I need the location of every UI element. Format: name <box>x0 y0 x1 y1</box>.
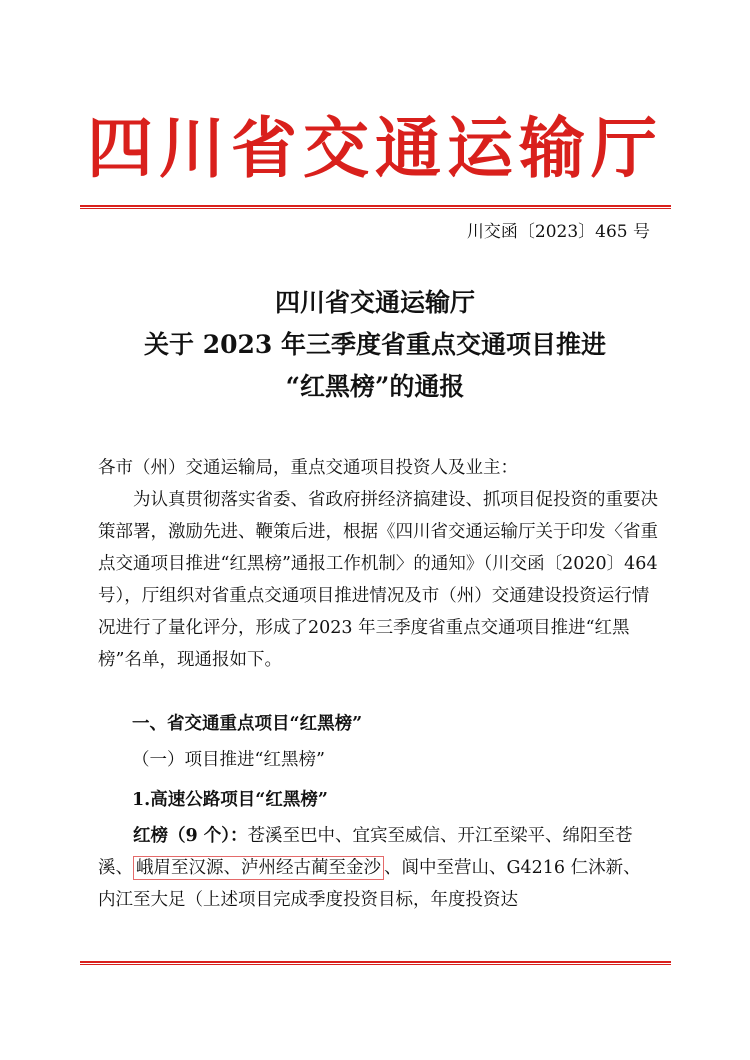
title-line-3: “红黑榜”的通报 <box>285 372 465 401</box>
subsection-heading: （一）项目推进“红黑榜” <box>132 750 325 770</box>
red-list-paragraph <box>98 820 658 916</box>
document-number: 川交函〔2023〕465 号 <box>466 222 650 242</box>
red-list-part-1: 苍溪至巴中、宜宾至威信、开江至梁平、绵阳至苍溪、 <box>98 826 633 878</box>
red-list-part-2: 、阆中至营山、G4216 仁沐新、内江至大足（上述项目完成季度投资目标，年度投资达 <box>98 858 641 910</box>
subsubsection-heading: 1.高速公路项目“红黑榜” <box>132 790 328 810</box>
org-header: 四川省交通运输厅 <box>87 109 663 187</box>
section-heading <box>132 708 362 740</box>
highlighted-projects: 峨眉至汉源、泸州经古蔺至金沙 <box>133 856 384 880</box>
salutation: 各市（州）交通运输局，重点交通项目投资人及业主： <box>98 458 518 478</box>
title-line-1: 四川省交通运输厅 <box>274 288 475 317</box>
header-divider <box>80 205 671 209</box>
section-heading-text: 一、省交通重点项目“红黑榜” <box>132 714 363 734</box>
intro-paragraph: 为认真贯彻落实省委、省政府拼经济搞建设、抓项目促投资的重要决策部署，激励先进、鞭策后进，根据《四川省交通运输厅关于印发〈省重点交通项目推进“红黑榜”通报工作机制〉的通知》（川交函〔2020〕464 号），厅组织对省重点交通项目推进情况及市（州）交通建设投资运行情况进行了量化评分，形成了2023 年三季度省重点交通项目推进“红黑榜”名单，现通报如下。 <box>98 490 658 670</box>
title-line-2: 关于 2023 年三季度省重点交通项目推进 <box>144 330 606 359</box>
red-list-label: 红榜（9 个）： <box>133 826 248 846</box>
footer-divider <box>80 961 671 965</box>
